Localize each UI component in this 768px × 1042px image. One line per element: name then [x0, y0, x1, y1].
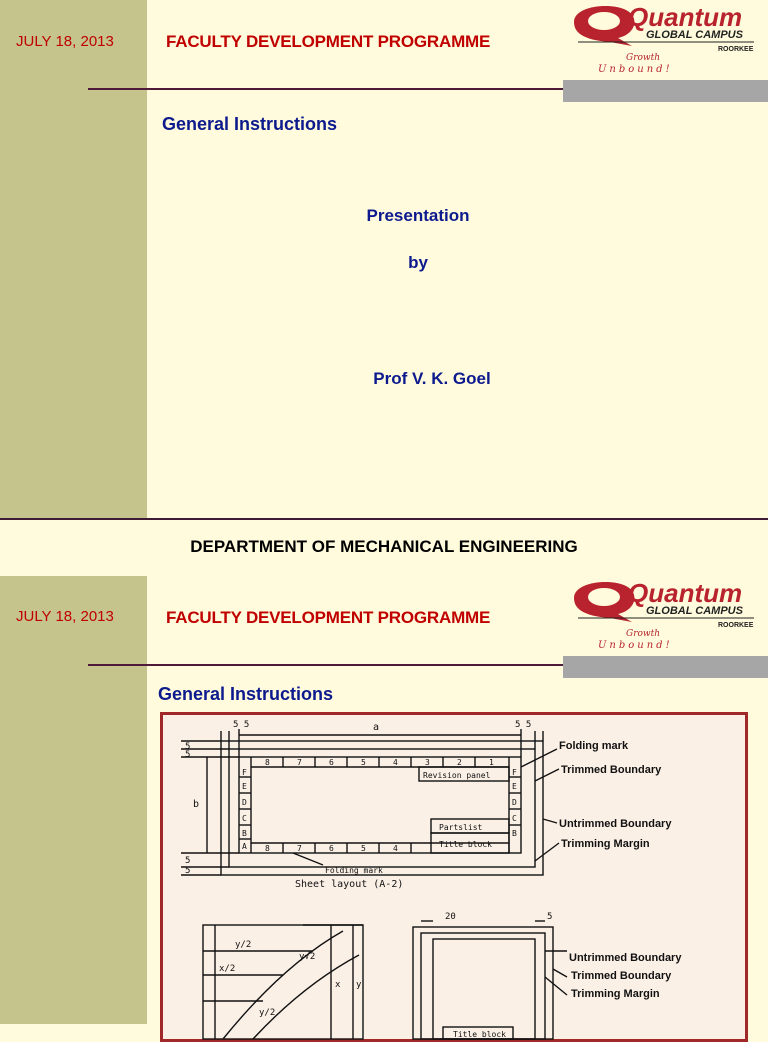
logo-brand-text: Quantum: [628, 578, 743, 608]
department-name: DEPARTMENT OF MECHANICAL ENGINEERING: [190, 537, 578, 556]
dim-bottom-1: 5: [185, 856, 191, 866]
x-dim-label: x: [335, 980, 341, 990]
presentation-text: Presentation: [366, 206, 470, 225]
top-number: 7: [297, 758, 302, 767]
lower-margin-label: Trimming Margin: [571, 988, 660, 1000]
folding-mark-label: Folding mark: [559, 740, 629, 752]
revision-panel-label: Revision panel: [423, 771, 491, 780]
slide-1: [0, 0, 768, 518]
left-letter: B: [242, 829, 247, 838]
header-grey-bar: [563, 80, 768, 102]
logo-campus-text: GLOBAL CAMPUS: [646, 605, 743, 617]
logo-tagline-1: Growth: [626, 53, 661, 63]
untrimmed-boundary-label: Untrimmed Boundary: [559, 818, 672, 830]
y-half-label: y/2: [235, 940, 252, 950]
top-number: 4: [393, 758, 398, 767]
section-title: General Instructions: [158, 684, 334, 704]
left-letter: F: [242, 768, 247, 777]
logo-city-text: ROORKEE: [718, 622, 754, 629]
dim-top-left: 5 5: [233, 720, 250, 730]
bottom-number: 6: [329, 844, 334, 853]
band-top-rule: [0, 518, 768, 520]
right-letter: C: [512, 814, 517, 823]
trimming-margin-label: Trimming Margin: [561, 838, 650, 850]
trimmed-boundary-label: Trimmed Boundary: [561, 764, 662, 776]
top-number: 8: [265, 758, 270, 767]
title-block-lower-label: Title block: [453, 1030, 506, 1039]
logo-campus-text: GLOBAL CAMPUS: [646, 29, 743, 41]
right-letter: F: [512, 768, 517, 777]
dim-5-right-label: 5: [547, 912, 553, 922]
partslist-label: Partslist: [439, 823, 483, 832]
logo-tagline-2: Unbound!: [598, 64, 673, 75]
department-band: [0, 518, 768, 576]
right-letter: D: [512, 798, 517, 807]
dim-b-label: b: [193, 799, 200, 810]
right-letter: B: [512, 829, 517, 838]
top-number: 1: [489, 758, 494, 767]
top-number: 5: [361, 758, 366, 767]
dim-a-label: a: [373, 722, 380, 733]
dim-20-label: 20: [445, 912, 456, 922]
header-grey-bar: [563, 656, 768, 678]
bottom-number: 4: [393, 844, 398, 853]
dim-left-2: 5: [185, 750, 191, 760]
left-letter: A: [242, 842, 247, 851]
dim-left-1: 5: [185, 742, 191, 752]
dim-bottom-2: 5: [185, 866, 191, 876]
section-title: General Instructions: [162, 114, 338, 134]
quantum-logo: [570, 0, 758, 74]
sheet-layout-figure: [160, 712, 748, 1042]
folding-mark-bottom-label: Folding mark: [325, 866, 383, 875]
by-text: by: [408, 253, 428, 272]
header-title: FACULTY DEVELOPMENT PROGRAMME: [166, 32, 491, 51]
left-letter: D: [242, 798, 247, 807]
left-letter: C: [242, 814, 247, 823]
title-block-label: Title block: [439, 840, 492, 849]
bottom-number: 5: [361, 844, 366, 853]
sheet-layout-drawing: [163, 715, 745, 1039]
dim-top-right: 5 5: [515, 720, 532, 730]
sidebar-bar: [0, 0, 147, 518]
bottom-number: 8: [265, 844, 270, 853]
y-over2-label: y/2: [259, 1008, 276, 1018]
lower-untrimmed-label: Untrimmed Boundary: [569, 952, 682, 964]
logo-tagline-1: Growth: [626, 629, 661, 639]
lower-trimmed-label: Trimmed Boundary: [571, 970, 672, 982]
left-letter: E: [242, 782, 247, 791]
author-name: Prof V. K. Goel: [373, 369, 491, 388]
header-title: FACULTY DEVELOPMENT PROGRAMME: [166, 608, 491, 627]
logo-city-text: ROORKEE: [718, 46, 754, 53]
top-number: 3: [425, 758, 430, 767]
logo-tagline-2: Unbound!: [598, 640, 673, 651]
sheet-layout-caption: Sheet layout (A-2): [295, 879, 404, 890]
logo-brand-text: Quantum: [628, 2, 743, 32]
header-date: JULY 18, 2013: [16, 33, 114, 50]
top-number: 2: [457, 758, 462, 767]
slide-2: [0, 576, 768, 1039]
y-dim-label: y: [356, 980, 362, 990]
y-root2-label: y√2: [299, 952, 316, 962]
right-letter: E: [512, 782, 517, 791]
top-number: 6: [329, 758, 334, 767]
sidebar-bar: [0, 576, 147, 1024]
bottom-number: 7: [297, 844, 302, 853]
header-date: JULY 18, 2013: [16, 608, 114, 625]
x-half-label: x/2: [219, 964, 236, 974]
quantum-logo: [570, 576, 758, 650]
